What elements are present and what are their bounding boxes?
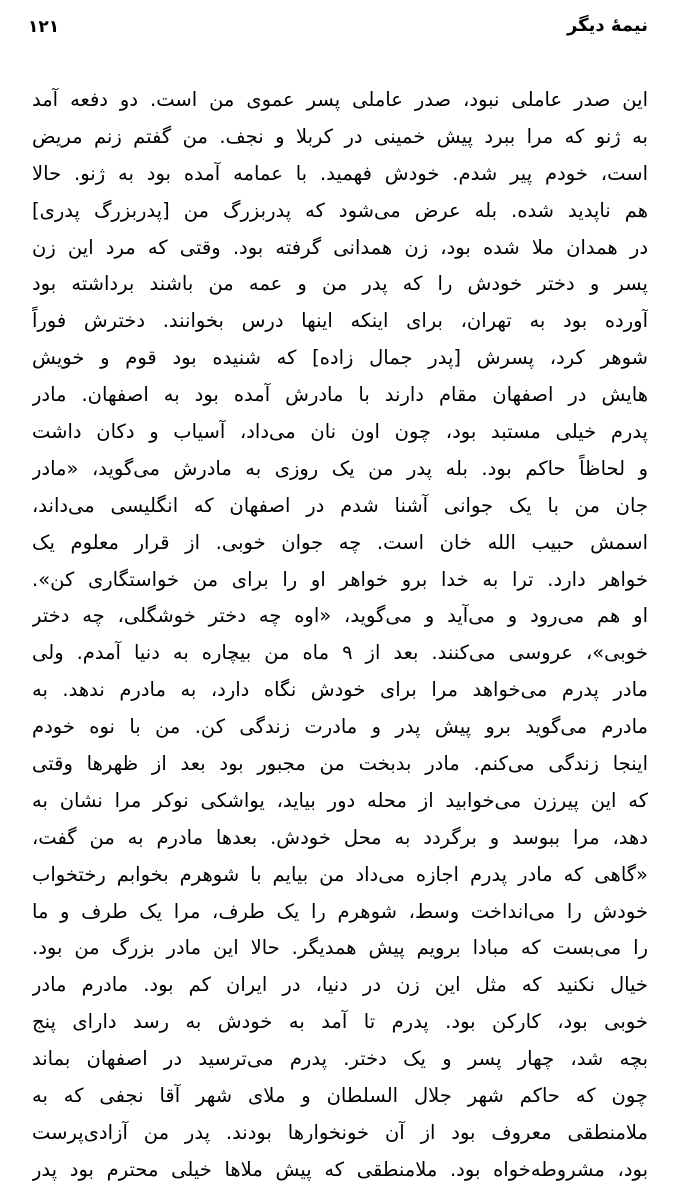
text-line: بود، مشروطه‌خواه بود. ملامنطقی که پیش ملاها خیلی محترم بود پدر [32, 1157, 648, 1181]
text-line: آورده بود به تهران، برای اینکه اینها درس بخوانند. دخترش فوراً [32, 309, 648, 333]
text-line: شوهر کرد، پسرش [پدر جمال زاده] که شنیده بود قوم و خویش [32, 346, 648, 370]
text-line: که این پیرزن می‌خوابید از محله دور بیاید، یواشکی نوکر مرا نشان به [32, 788, 648, 812]
text-line: این صدر عاملی نبود، صدر عاملی پسر عموی من است. دو دفعه آمد [32, 88, 648, 111]
text-line: خودش را می‌انداخت وسط، شوهرم را یک طرف، مرا یک طرف و ما [32, 899, 648, 923]
text-line: اسمش حبیب الله خان است. چه جوان خوبی. از قرار معلوم یک [32, 530, 648, 554]
text-line: دهد، مرا ببوسد و برگردد به محل خودش. بعدها مادرم به من گفت، [32, 825, 648, 849]
text-line: اینجا زندگی می‌کنم. مادر بدبخت من مجبور بود بعد از ظهرها وقتی [32, 752, 648, 776]
running-header-title: نیمهٔ دیگر [566, 15, 648, 36]
text-line: «گاهی که مادر پدرم اجازه می‌داد من بیایم با شوهرم بخوابم رختخواب [32, 862, 648, 886]
text-line: هم ناپدید شده. بله عرض می‌شود که پدربزرگ من [پدربزرگ پدری] [32, 198, 648, 222]
page-number: ۱۲۱ [28, 17, 60, 37]
text-line: جان من با یک جوانی آشنا شدم در اصفهان که انگلیسی می‌داند، [32, 493, 648, 517]
text-line: خوبی»، عروسی می‌کنند. بعد از ۹ ماه من بیچاره به دنیا آمدم. ولی [32, 641, 648, 665]
text-line: است، خودم پیر شدم. خودش فهمید. با عمامه آمده بود به ژنو. حالا [32, 161, 648, 185]
text-line: هایش در اصفهان مقام دارند با مادرش آمده بود به اصفهان. مادر [32, 383, 648, 407]
text-line: مادر پدرم می‌خواهد مرا برای خودش نگاه دارد، به مادرم ندهد. به [32, 678, 648, 702]
text-line: و لحاظاً حاکم بود. بله پدر من یک روزی به مادرش می‌گوید، «مادر [32, 456, 648, 480]
text-line: پسر و دختر خودش را که پدر من و عمه من باشند برداشته بود [32, 272, 648, 296]
text-line: به ژنو که مرا ببرد پیش خمینی در کربلا و نجف. من گفتم زنم مریض [32, 124, 648, 148]
text-line: در همدان ملا شده بود، زن همدانی گرفته بود. وقتی که مرد این زن [32, 235, 648, 259]
body-text [32, 82, 648, 1189]
text-line: مادرم می‌گوید برو پیش پدر و مادرت زندگی کن. من با نوه خودم [32, 715, 648, 739]
text-line: او هم می‌رود و می‌آید و می‌گوید، «اوه چه دختر خوشگلی، چه دختر [32, 604, 648, 628]
text-line: بچه شد، چهار پسر و یک دختر. پدرم می‌ترسید در اصفهان بماند [32, 1047, 648, 1071]
text-line: ملامنطقی معروف بود از آن خونخوارها بودند. پدر من آزادی‌پرست [32, 1120, 648, 1144]
text-line: خواهر دارد. ترا به خدا برو خواهر او را برای من خواستگاری کن». [32, 567, 648, 591]
text-line: پدرم خیلی مستبد بود، چون اون نان می‌داد، آسیاب و دکان داشت [32, 420, 648, 444]
text-line: چون که حاکم شهر جلال السلطان و ملای شهر آقا نجفی که به [32, 1084, 648, 1108]
text-line: را می‌بست که مبادا برویم پیش همدیگر. حالا این مادر بزرگ من بود. [32, 936, 648, 960]
text-line: خیال نکنید که مثل این زن در دنیا، در ایران کم بود. مادرم مادر [32, 973, 648, 997]
text-line: خوبی بود، کارکن بود. پدرم تا آمد به خودش به رسد دارای پنج [32, 1010, 648, 1034]
